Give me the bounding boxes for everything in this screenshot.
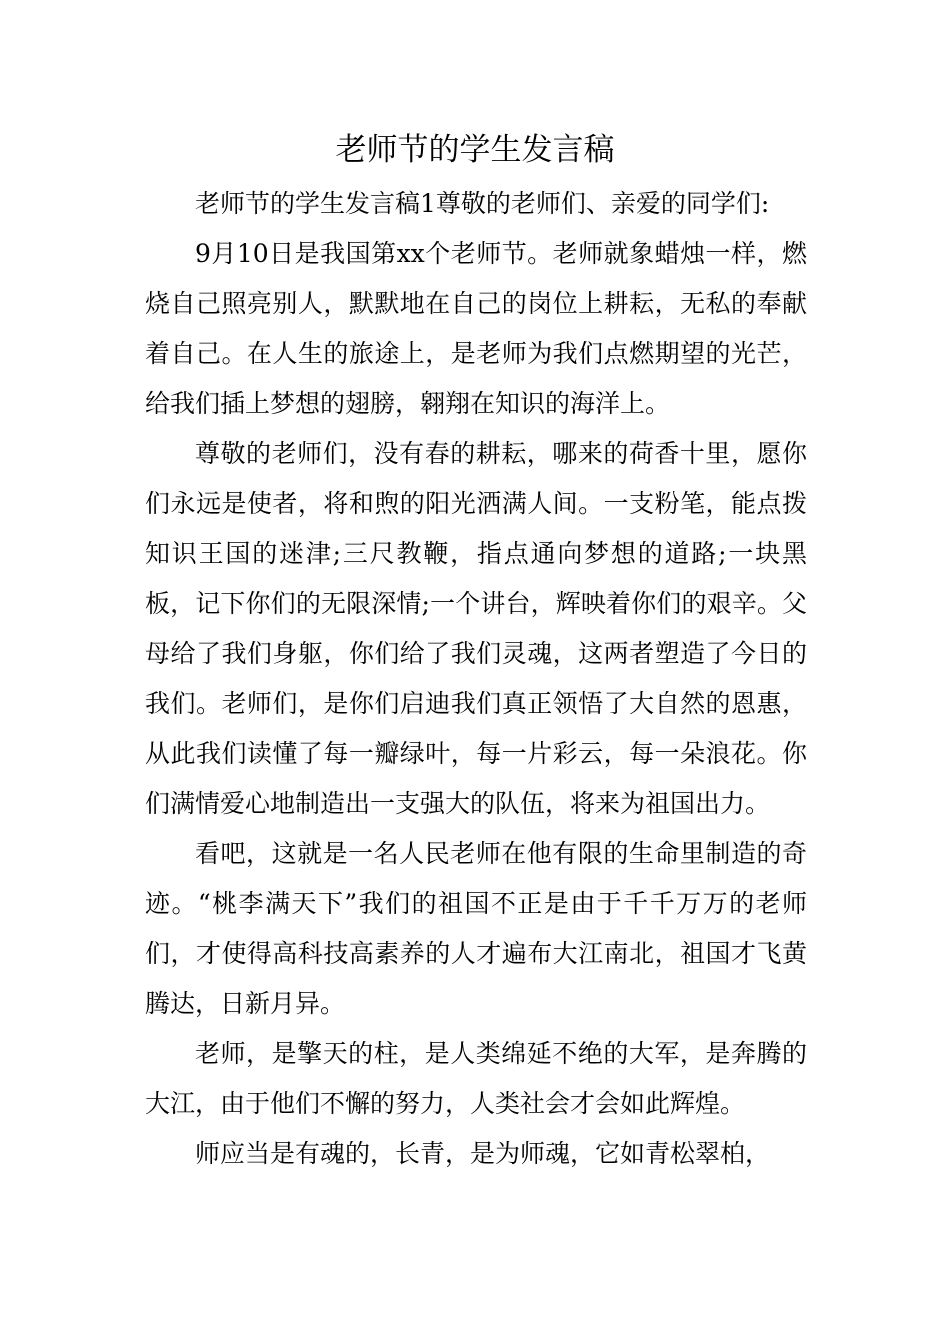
paragraph-miracle: 看吧，这就是一名人民老师在他有限的生命里制造的奇迹。“桃李满天下”我们的祖国不正是由于千千万万的老师们，才使得高科技高素养的人才遍布大江南北，祖国才飞黄腾达，日新月异。	[145, 839, 807, 1018]
document-body	[145, 179, 807, 1179]
paragraph-respected-teachers: 尊敬的老师们，没有春的耕耘，哪来的荷香十里，愿你们永远是使者，将和煦的阳光洒满人间。一支粉笔，能点拨知识王国的迷津;三尺教鞭，指点通向梦想的道路;一块黑板，记下你们的无限深情;一个讲台，辉映着你们的艰辛。父母给了我们身躯，你们给了我们灵魂，这两者塑造了今日的我们。老师们，是你们启迪我们真正领悟了大自然的恩惠，从此我们读懂了每一瓣绿叶，每一片彩云，每一朵浪花。你们满情爱心地制造出一支强大的队伍，将来为祖国出力。	[145, 439, 807, 818]
paragraph-teacher-soul: 师应当是有魂的，长青，是为师魂，它如青松翠柏，	[195, 1139, 771, 1168]
paragraph-teachers-day: 9月10日是我国第xx个老师节。老师就象蜡烛一样，燃烧自己照亮别人，默默地在自己的岗位上耕耘，无私的奉献着自己。在人生的旅途上，是老师为我们点燃期望的光芒，给我们插上梦想的翅膀，翱翔在知识的海洋上。	[145, 239, 807, 418]
document-title: 老师节的学生发言稿	[335, 132, 615, 168]
paragraph-pillar: 老师，是擎天的柱，是人类绵延不绝的大军，是奔腾的大江，由于他们不懈的努力，人类社会才会如此辉煌。	[145, 1039, 807, 1118]
paragraph-greeting: 老师节的学生发言稿1尊敬的老师们、亲爱的同学们:	[195, 189, 770, 218]
